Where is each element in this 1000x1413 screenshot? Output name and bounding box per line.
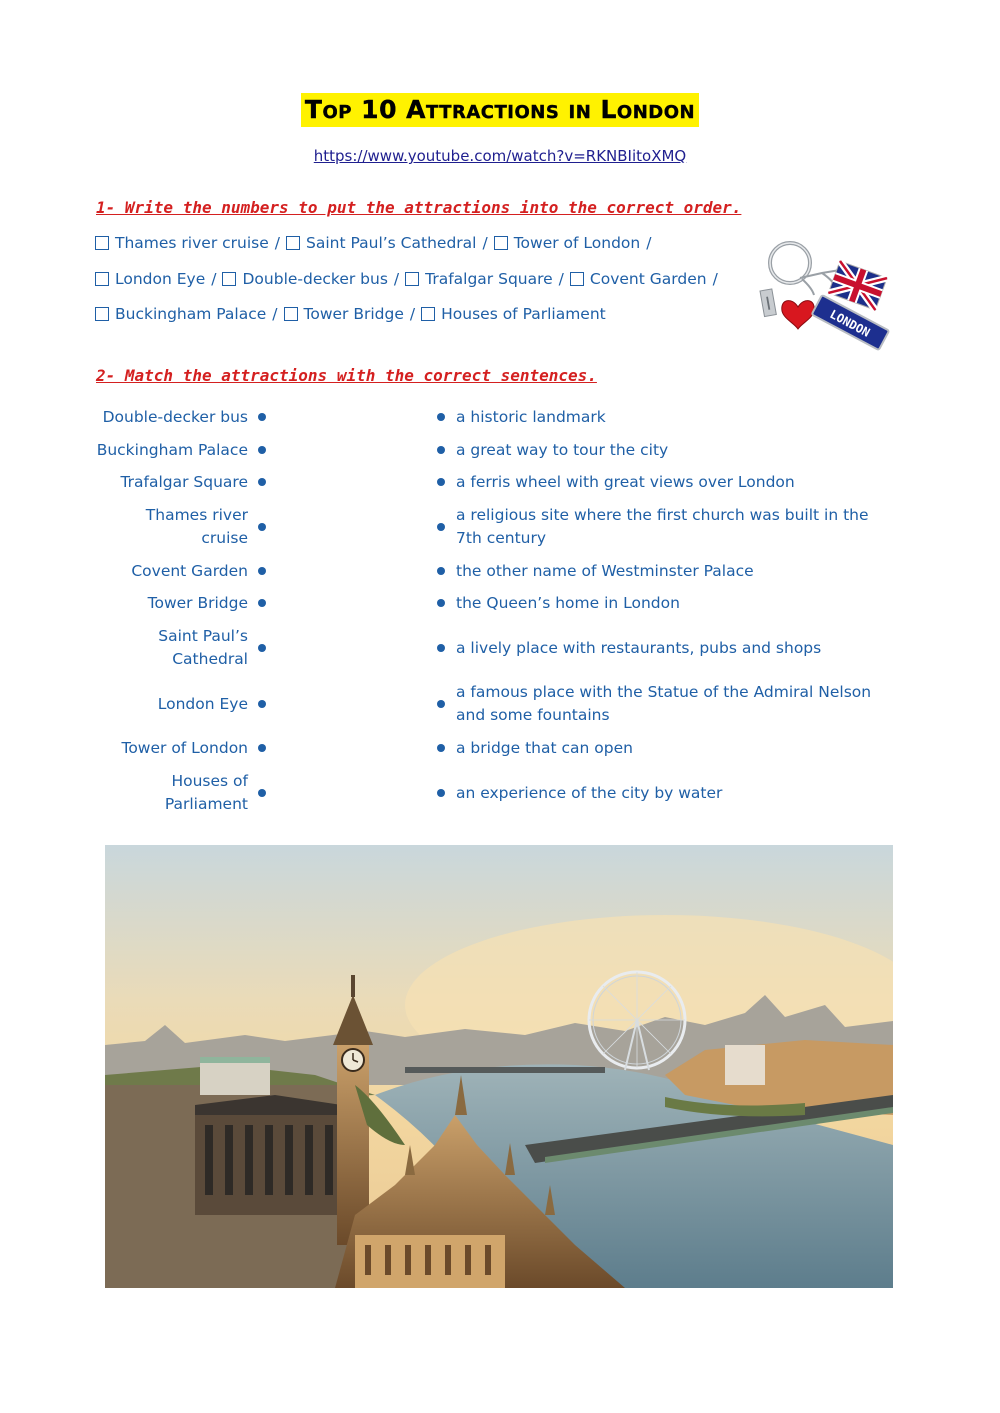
left-match-dot[interactable] — [258, 644, 266, 652]
right-match-dot[interactable] — [437, 523, 445, 531]
page-title: Top 10 Attractions in London — [301, 93, 699, 127]
match-row — [0, 406, 1000, 429]
match-row — [0, 770, 1000, 816]
attraction-term: Trafalgar Square — [120, 473, 248, 491]
option-item: London Eye — [95, 270, 205, 288]
number-checkbox[interactable] — [95, 236, 109, 250]
number-checkbox[interactable] — [95, 307, 109, 321]
description-text: a ferris wheel with great views over London — [456, 473, 795, 491]
left-match-dot[interactable] — [258, 567, 266, 575]
number-checkbox[interactable] — [284, 307, 298, 321]
option-item: Trafalgar Square — [405, 270, 553, 288]
right-match-dot[interactable] — [437, 567, 445, 575]
match-row — [0, 625, 1000, 671]
attraction-term: London Eye — [157, 695, 248, 713]
right-match-dot[interactable] — [437, 644, 445, 652]
options-line-3: Buckingham Palace / Tower Bridge / Houses of Parliament — [95, 305, 606, 323]
number-checkbox[interactable] — [421, 307, 435, 321]
attraction-term: Covent Garden — [131, 562, 248, 580]
letter-i-charm — [760, 289, 776, 317]
description-text: the Queen’s home in London — [456, 594, 680, 612]
attraction-term: Saint Paul’s Cathedral — [158, 627, 248, 668]
option-item: Double-decker bus — [222, 270, 387, 288]
match-row — [0, 592, 1000, 615]
left-match-dot[interactable] — [258, 413, 266, 421]
attraction-term: Double-decker bus — [102, 408, 248, 426]
attraction-term: Tower Bridge — [147, 594, 248, 612]
london-skyline-photo — [105, 845, 893, 1288]
description-text: a famous place with the Statue of the Admiral Nelson and some fountains — [456, 683, 872, 724]
video-link[interactable]: https://www.youtube.com/watch?v=RKNBIitoXMQ — [313, 147, 687, 165]
attraction-term: Buckingham Palace — [96, 441, 248, 459]
match-row — [0, 504, 1000, 550]
option-item: Tower of London — [494, 234, 641, 252]
description-text: a bridge that can open — [456, 739, 633, 757]
right-match-dot[interactable] — [437, 700, 445, 708]
left-match-dot[interactable] — [258, 744, 266, 752]
number-checkbox[interactable] — [286, 236, 300, 250]
left-match-dot[interactable] — [258, 789, 266, 797]
exercise2-heading: 2- Match the attractions with the correct sentences. — [96, 366, 597, 385]
attraction-term: Houses of Parliament — [164, 772, 248, 813]
left-match-dot[interactable] — [258, 523, 266, 531]
options-line-2: London Eye / Double-decker bus / Trafalgar Square / Covent Garden / — [95, 270, 724, 288]
left-match-dot[interactable] — [258, 446, 266, 454]
number-checkbox[interactable] — [405, 272, 419, 286]
match-row — [0, 681, 1000, 727]
match-row — [0, 560, 1000, 583]
description-text: a religious site where the first church was built in the 7th century — [456, 506, 869, 547]
left-match-dot[interactable] — [258, 478, 266, 486]
number-checkbox[interactable] — [95, 272, 109, 286]
match-row — [0, 439, 1000, 462]
option-item: Saint Paul’s Cathedral — [286, 234, 476, 252]
right-match-dot[interactable] — [437, 478, 445, 486]
options-line-1: Thames river cruise / Saint Paul’s Cathedral / Tower of London / — [95, 234, 657, 252]
svg-text:LONDON: LONDON — [827, 307, 873, 340]
description-text: a historic landmark — [456, 408, 606, 426]
right-match-dot[interactable] — [437, 789, 445, 797]
right-match-dot[interactable] — [437, 413, 445, 421]
description-text: a great way to tour the city — [456, 441, 669, 459]
left-match-dot[interactable] — [258, 599, 266, 607]
heart-icon — [782, 301, 814, 329]
right-match-dot[interactable] — [437, 599, 445, 607]
right-match-dot[interactable] — [437, 744, 445, 752]
match-row — [0, 471, 1000, 494]
number-checkbox[interactable] — [570, 272, 584, 286]
description-text: a lively place with restaurants, pubs and shops — [456, 639, 822, 657]
title-wrapper — [0, 93, 1000, 127]
left-match-dot[interactable] — [258, 700, 266, 708]
match-row — [0, 737, 1000, 760]
attraction-term: Thames river cruise — [145, 506, 248, 547]
number-checkbox[interactable] — [222, 272, 236, 286]
description-text: an experience of the city by water — [456, 784, 723, 802]
svg-text:I: I — [763, 293, 773, 316]
right-match-dot[interactable] — [437, 446, 445, 454]
option-item: Covent Garden — [570, 270, 707, 288]
attraction-term: Tower of London — [121, 739, 248, 757]
option-item: Thames river cruise — [95, 234, 269, 252]
option-item: Tower Bridge — [284, 305, 404, 323]
london-keychain-image — [752, 233, 902, 358]
description-text: the other name of Westminster Palace — [456, 562, 754, 580]
exercise1-heading: 1- Write the numbers to put the attractions into the correct order. — [96, 198, 742, 217]
number-checkbox[interactable] — [494, 236, 508, 250]
option-item: Buckingham Palace — [95, 305, 266, 323]
option-item: Houses of Parliament — [421, 305, 606, 323]
